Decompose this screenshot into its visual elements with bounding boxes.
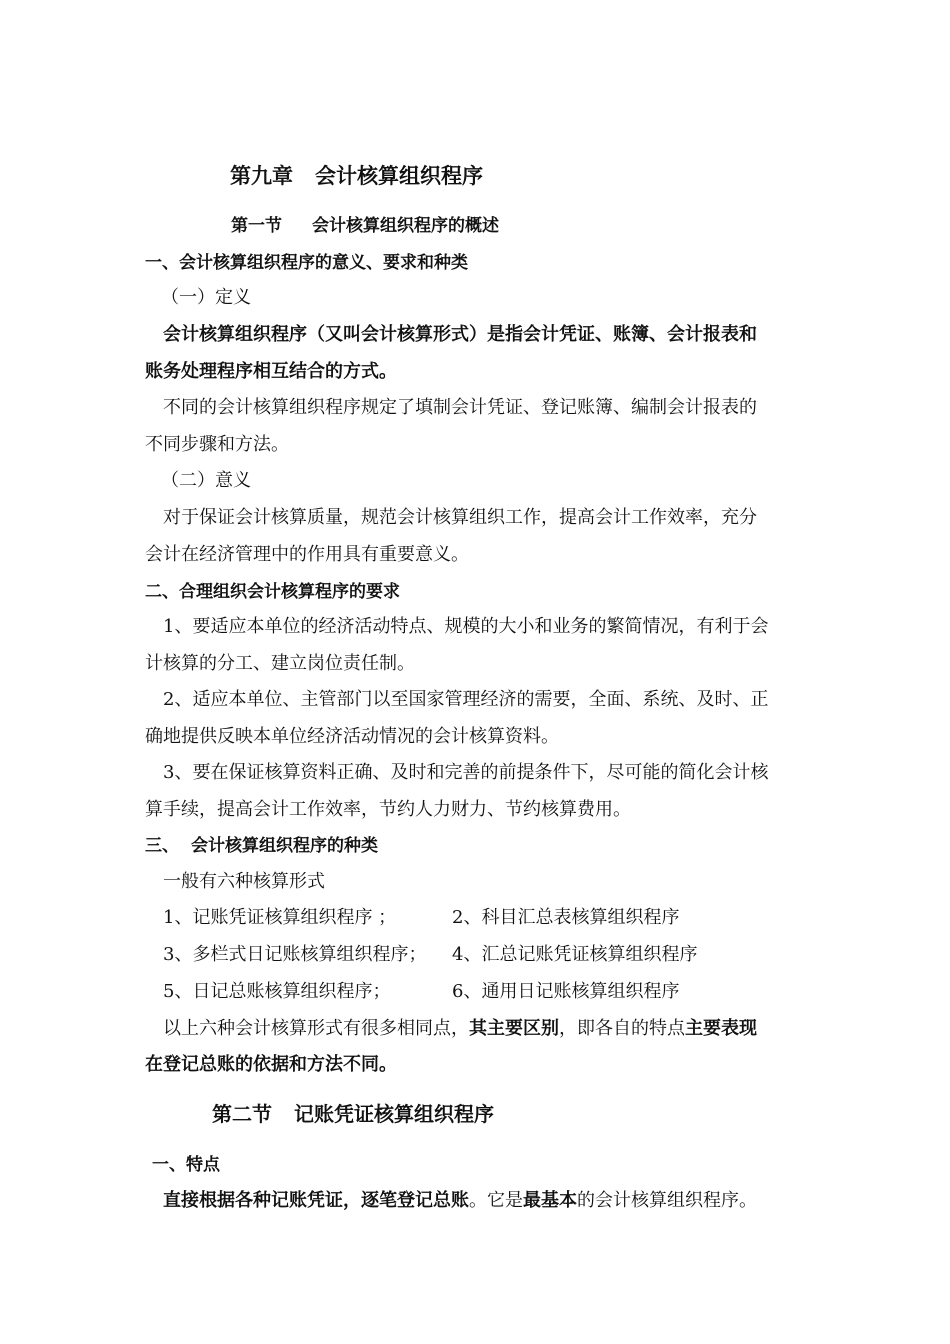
section-2-number: 第二节 — [212, 1102, 272, 1126]
significance-label: （二）意义 — [161, 470, 251, 491]
significance-text-line-1: 对于保证会计核算质量，规范会计核算组织工作，提高会计工作效率，充分 — [163, 507, 757, 528]
definition-text-line-1: 不同的会计核算组织程序规定了填制会计凭证、登记账簿、编制会计报表的 — [163, 397, 757, 418]
significance-text-line-2: 会计在经济管理中的作用具有重要意义。 — [145, 544, 469, 565]
part-3-number: 三、 — [145, 836, 179, 856]
section-2-title — [212, 1100, 494, 1128]
chapter-title — [230, 162, 483, 190]
chapter-name: 会计核算组织程序 — [315, 163, 483, 188]
type-item: 5、日记总账核算组织程序； — [163, 981, 391, 1002]
part-2-heading: 二、合理组织会计核算程序的要求 — [145, 582, 400, 602]
definition-bold-line-2: 账务处理程序相互结合的方式。 — [145, 361, 397, 382]
requirement-2-line-2: 确地提供反映本单位经济活动情况的会计核算资料。 — [145, 726, 559, 747]
summary-text: 以上六种会计核算形式有很多相同点， — [163, 1018, 469, 1039]
section-2-name: 记账凭证核算组织程序 — [294, 1102, 494, 1126]
section-1-number: 第一节 — [231, 216, 282, 236]
part-3-heading — [145, 834, 378, 858]
requirement-1-line-2: 计核算的分工、建立岗位责任制。 — [145, 653, 415, 674]
types-summary-line-2: 在登记总账的依据和方法不同。 — [145, 1054, 397, 1075]
summary-bold: 主要表现 — [685, 1018, 757, 1039]
feature-line — [163, 1189, 757, 1213]
feature-text: 。它是 — [469, 1190, 523, 1211]
feature-text: 的会计核算组织程序。 — [577, 1190, 757, 1211]
part-3-title: 会计核算组织程序的种类 — [191, 836, 378, 856]
section-1-name: 会计核算组织程序的概述 — [312, 216, 499, 236]
chapter-number: 第九章 — [230, 163, 293, 188]
definition-label: （一）定义 — [161, 287, 251, 308]
requirement-3-line-2: 算手续，提高会计工作效率，节约人力财力、节约核算费用。 — [145, 799, 631, 820]
definition-bold-line-1: 会计核算组织程序（又叫会计核算形式）是指会计凭证、账簿、会计报表和 — [163, 324, 757, 345]
requirement-1-line-1: 1、要适应本单位的经济活动特点、规模的大小和业务的繁简情况，有利于会 — [163, 616, 769, 637]
types-intro: 一般有六种核算形式 — [163, 871, 325, 892]
feature-bold: 最基本 — [523, 1190, 577, 1211]
type-item: 4、汇总记账凭证核算组织程序 — [452, 944, 698, 965]
part-1-heading: 一、会计核算组织程序的意义、要求和种类 — [145, 253, 468, 273]
types-summary-line-1 — [163, 1017, 757, 1041]
type-item: 6、通用日记账核算组织程序 — [452, 981, 680, 1002]
types-row-1 — [163, 906, 723, 930]
type-item: 2、科目汇总表核算组织程序 — [452, 907, 680, 928]
requirement-3-line-1: 3、要在保证核算资料正确、及时和完善的前提条件下，尽可能的简化会计核 — [163, 762, 769, 783]
type-item: 1、记账凭证核算组织程序 ； — [163, 907, 397, 928]
types-row-2 — [163, 943, 723, 967]
type-item: 3、多栏式日记账核算组织程序； — [163, 944, 427, 965]
summary-bold: 其主要区别 — [469, 1018, 559, 1039]
part-4-heading: 一、特点 — [152, 1155, 220, 1175]
summary-text: ，即各自的特点 — [559, 1018, 685, 1039]
section-1-title — [231, 214, 499, 238]
definition-text-line-2: 不同步骤和方法。 — [145, 434, 289, 455]
feature-bold: 直接根据各种记账凭证，逐笔登记总账 — [163, 1190, 469, 1211]
types-row-3 — [163, 980, 723, 1004]
requirement-2-line-1: 2、适应本单位、主管部门以至国家管理经济的需要，全面、系统、及时、正 — [163, 689, 769, 710]
